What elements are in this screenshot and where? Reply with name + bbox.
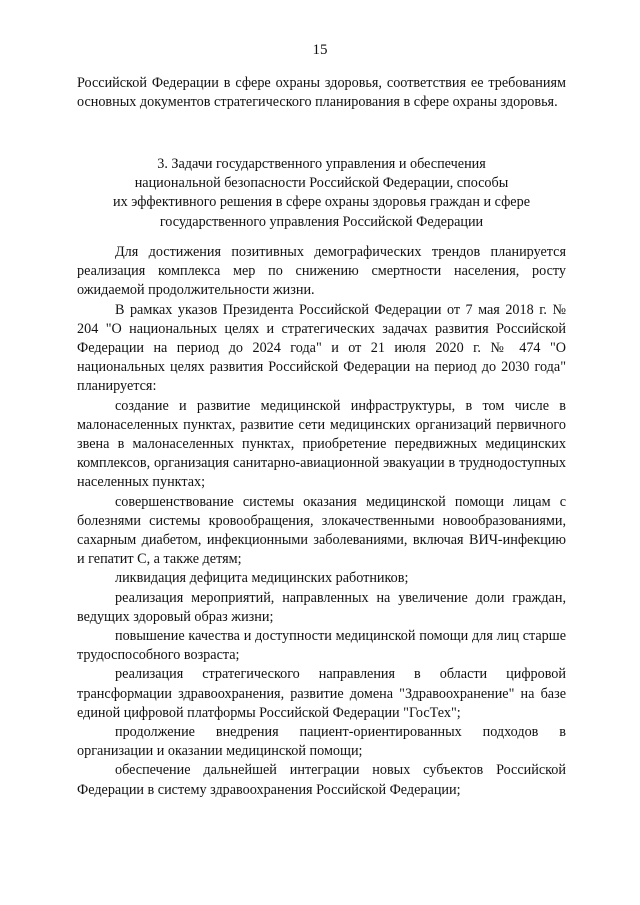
intro-paragraph: Для достижения позитивных демографических трендов планируется реализация комплекса мер по снижению смертности населения, росту ожидаемой продолжительности жизни.: [77, 244, 566, 299]
section-content: [77, 243, 566, 800]
list-item: реализация мероприятий, направленных на увеличение доли граждан, ведущих здоровый образ жизни;: [77, 589, 566, 625]
list-item: продолжение внедрения пациент-ориентированных подходов в организации и оказании медицинской помощи;: [77, 724, 566, 760]
list-item: реализация стратегического направления в области цифровой трансформации здравоохранения, развитие домена "Здравоохранение" на базе единой цифровой платформы Российской Федерации "ГосТех";: [77, 666, 566, 721]
section-heading-line: государственного управления Российской Федерации: [159, 213, 484, 230]
continuation-block: [77, 74, 566, 112]
list-item: ликвидация дефицита медицинских работников;: [115, 570, 409, 587]
list-item: повышение качества и доступности медицинской помощи для лиц старше трудоспособного возраста;: [77, 628, 566, 664]
page-number: 15: [312, 42, 328, 58]
list-item: совершенствование системы оказания медицинской помощи лицам с болезнями системы кровообращения, злокачественными новообразованиями, сахарным диабетом, инфекционными заболеваниями, включая ВИЧ-инфекцию и гепатит С, а также детям;: [77, 493, 566, 568]
section-heading: [77, 155, 566, 232]
section-heading-line: 3. Задачи государственного управления и обеспечения: [157, 156, 486, 172]
decrees-paragraph: В рамках указов Президента Российской Федерации от 7 мая 2018 г. № 204 "О национальных целях и стратегических задачах развития Российской Федерации на период до 2024 года" и от 21 июля 2020 г. № 474 "О национальных целях развития Российской Федерации на период до 2030 года" планируется:: [77, 301, 566, 395]
section-heading-line: их эффективного решения в сфере охраны здоровья граждан и сфере: [113, 194, 530, 211]
continuation-paragraph: Российской Федерации в сфере охраны здоровья, соответствия ее требованиям основных документов стратегического планирования в сфере охраны здоровья.: [77, 75, 566, 111]
list-item: создание и развитие медицинской инфраструктуры, в том числе в малонаселенных пунктах, развитие сети медицинских организаций первичного звена в малонаселенных пунктах, приобретение передвижных медицинских комплексов, организация санитарно-авиационной эвакуации в труднодоступных населенных пунктах;: [77, 397, 566, 491]
list-item: обеспечение дальнейшей интеграции новых субъектов Российской Федерации в систему здравоохранения Российской Федерации;: [77, 762, 566, 798]
section-heading-line: национальной безопасности Российской Федерации, способы: [134, 175, 509, 192]
